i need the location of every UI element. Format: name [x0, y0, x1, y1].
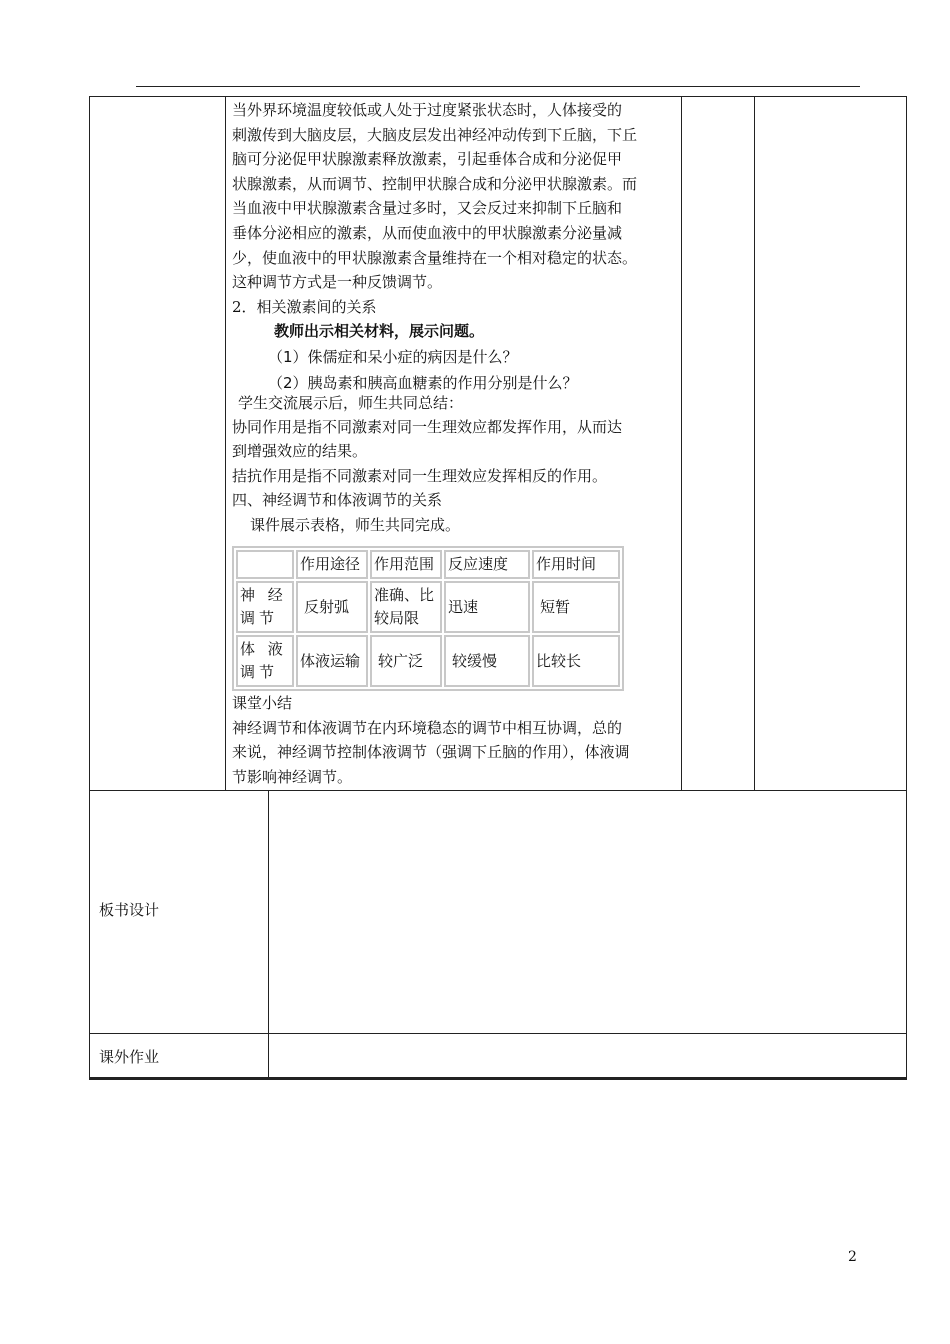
table-cell: 神 经 调节	[236, 581, 294, 633]
feedback-line: 刺激传到大脑皮层，大脑皮层发出神经冲动传到下丘脑，下丘	[232, 125, 638, 144]
class-summary-heading: 课堂小结	[232, 694, 293, 712]
label-divider	[268, 790, 269, 1079]
table-row	[236, 581, 620, 633]
table-intro: 课件展示表格，师生共同完成。	[250, 515, 461, 534]
feedback-line: 这种调节方式是一种反馈调节。	[232, 273, 443, 292]
col-divider-1	[225, 96, 226, 791]
teacher-prompt: 教师出示相关材料，展示问题。	[274, 322, 485, 341]
table-cell: 准确、比较局限	[370, 581, 442, 633]
feedback-line: 脑可分泌促甲状腺激素释放激素，引起垂体合成和分泌促甲	[232, 150, 623, 169]
feedback-line: 状腺激素，从而调节、控制甲状腺合成和分泌甲状腺激素。而	[232, 174, 638, 193]
table-cell: 短暂	[532, 581, 620, 633]
page-number: 2	[848, 1249, 857, 1265]
table-cell: 迅速	[444, 581, 530, 633]
table-header-cell	[236, 550, 294, 579]
lesson-table-lower	[89, 790, 907, 1080]
lesson-content	[232, 98, 676, 538]
synergy-line: 协同作用是指不同激素对同一生理效应都发挥作用，从而达	[232, 417, 623, 436]
table-header-row	[236, 550, 620, 579]
feedback-line: 当外界环境温度较低或人处于过度紧张状态时，人体接受的	[232, 101, 623, 119]
table-cell: 体 液 调节	[236, 635, 294, 687]
class-summary-line: 节影响神经调节。	[232, 767, 353, 786]
question-1: （1）侏儒症和呆小症的病因是什么？	[268, 347, 518, 366]
table-header-cell: 作用途径	[296, 550, 368, 579]
student-summary: 学生交流展示后，师生共同总结：	[238, 393, 464, 412]
table-cell: 较缓慢	[444, 635, 530, 687]
class-summary	[232, 691, 676, 789]
feedback-line: 少，使血液中的甲状腺激素含量维持在一个相对稳定的状态。	[232, 248, 638, 267]
row-divider-homework	[89, 1033, 907, 1034]
table-cell: 体液运输	[296, 635, 368, 687]
section4-heading: 四、神经调节和体液调节的关系	[232, 491, 443, 510]
table-cell: 比较长	[532, 635, 620, 687]
col-divider-3	[754, 96, 755, 791]
table-row	[236, 635, 620, 687]
class-summary-line: 来说，神经调节控制体液调节（强调下丘脑的作用），体液调	[232, 743, 630, 762]
feedback-line: 当血液中甲状腺激素含量过多时，又会反过来抑制下丘脑和	[232, 199, 623, 218]
feedback-line: 垂体分泌相应的激素，从而使血液中的甲状腺激素分泌量减	[232, 223, 623, 242]
table-header-cell: 反应速度	[444, 550, 530, 579]
table-cell: 反射弧	[296, 581, 368, 633]
homework-label: 课外作业	[99, 1048, 160, 1066]
header-rule	[136, 86, 860, 87]
question-2: （2）胰岛素和胰高血糖素的作用分别是什么？	[268, 373, 578, 392]
synergy-line: 到增强效应的结果。	[232, 442, 368, 461]
comparison-table	[232, 546, 624, 691]
board-design-label: 板书设计	[99, 901, 160, 919]
class-summary-line: 神经调节和体液调节在内环境稳态的调节中相互协调，总的	[232, 718, 623, 737]
col-divider-2	[681, 96, 682, 791]
table-header-cell: 作用范围	[370, 550, 442, 579]
table-header-cell: 作用时间	[532, 550, 620, 579]
table-cell: 较广泛	[370, 635, 442, 687]
section2-heading: 2．相关激素间的关系	[232, 297, 377, 316]
antagonism-line: 拮抗作用是指不同激素对同一生理效应发挥相反的作用。	[232, 466, 608, 485]
